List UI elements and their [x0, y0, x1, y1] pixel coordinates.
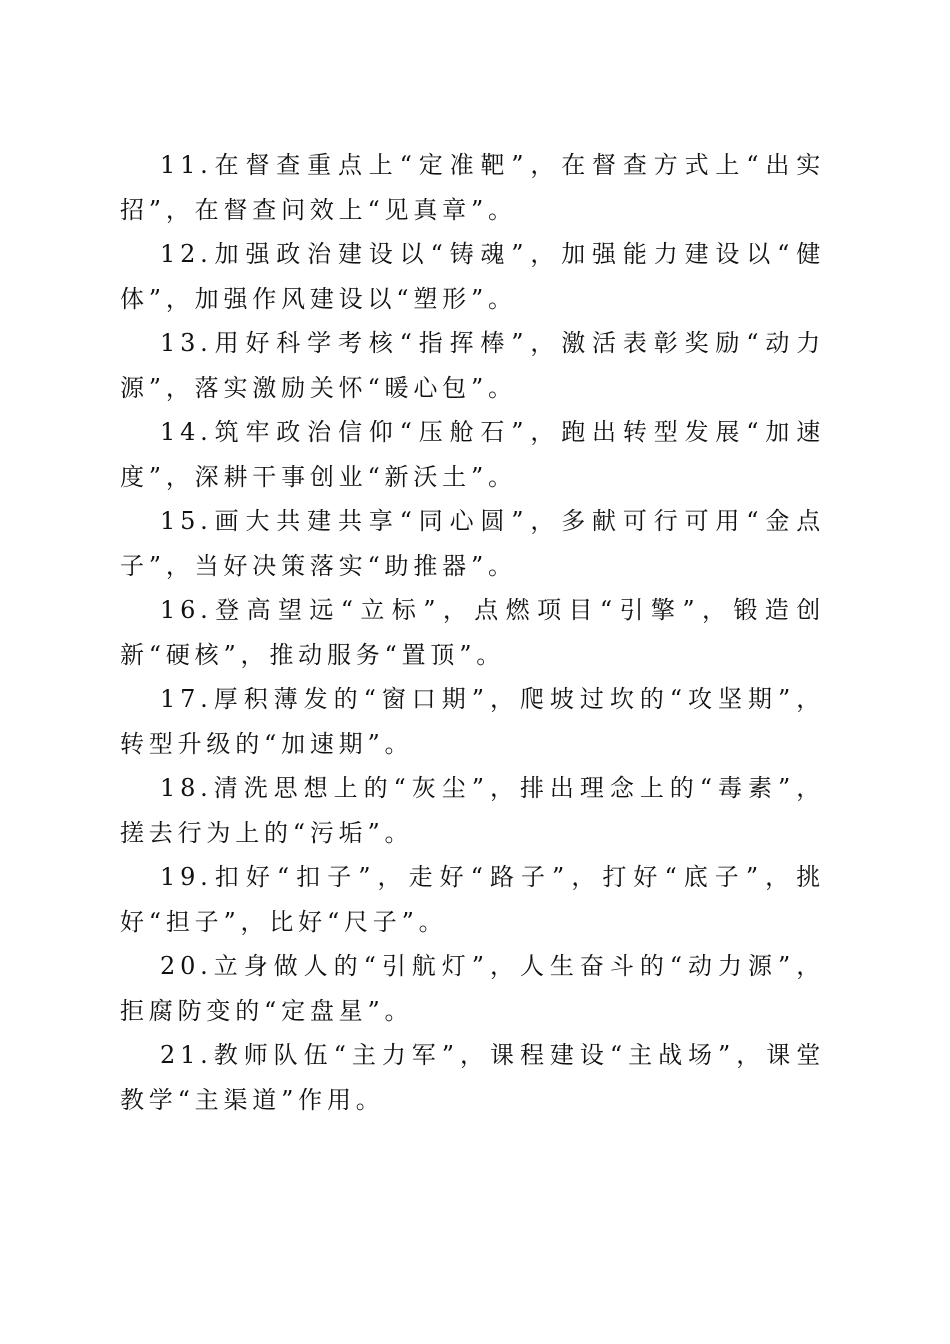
list-item: 15.画大共建共享“同心圆”，多献可行可用“金点子”，当好决策落实“助推器”。: [120, 507, 825, 580]
document-body: [120, 143, 825, 1122]
list-item: 13.用好科学考核“指挥棒”，激活表彰奖励“动力源”，落实激励关怀“暖心包”。: [120, 329, 825, 402]
list-item: 19.扣好“扣子”，走好“路子”，打好“底子”，挑好“担子”，比好“尺子”。: [120, 863, 825, 936]
list-item: 11.在督查重点上“定准靶”，在督查方式上“出实招”，在督查问效上“见真章”。: [120, 151, 825, 224]
list-item: 21.教师队伍“主力军”，课程建设“主战场”，课堂教学“主渠道”作用。: [120, 1041, 825, 1114]
list-item: 14.筑牢政治信仰“压舱石”，跑出转型发展“加速度”，深耕干事创业“新沃土”。: [120, 418, 825, 491]
list-item: 12.加强政治建设以“铸魂”，加强能力建设以“健体”，加强作风建设以“塑形”。: [120, 240, 825, 313]
list-item: 20.立身做人的“引航灯”，人生奋斗的“动力源”，拒腐防变的“定盘星”。: [120, 952, 825, 1025]
list-item: 18.清洗思想上的“灰尘”，排出理念上的“毒素”，搓去行为上的“污垢”。: [120, 774, 825, 847]
list-item: 17.厚积薄发的“窗口期”，爬坡过坎的“攻坚期”，转型升级的“加速期”。: [120, 685, 825, 758]
list-item: 16.登高望远“立标”，点燃项目“引擎”，锻造创新“硬核”，推动服务“置顶”。: [120, 596, 825, 669]
